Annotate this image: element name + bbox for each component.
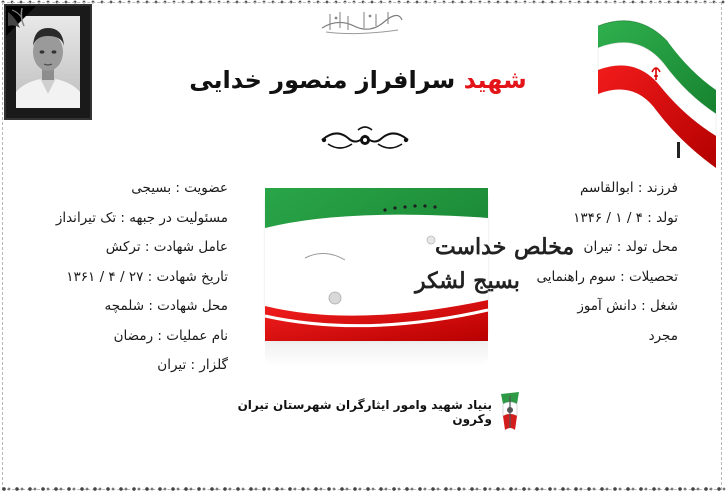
info-line-cause: عامل شهادت : ترکش: [105, 239, 228, 255]
martyr-photo: [4, 4, 92, 120]
info-line-martyrdom-place: محل شهادت : شلمچه: [104, 298, 228, 314]
info-line-martyrdom-date: تاریخ شهادت : ۲۷ / ۴ / ۱۳۶۱: [66, 268, 228, 285]
martyr-foundation-logo: [497, 390, 523, 434]
ornament-divider: [318, 122, 412, 156]
info-line-birth-date: تولد : ۴ / ۱ / ۱۳۴۶: [573, 209, 678, 226]
banner-slogan-line-2: بسیج لشکر: [415, 268, 520, 294]
banner-reflection: [265, 341, 488, 367]
page-title: [150, 66, 566, 94]
foundation-name: بنیاد شهید وامور ایثارگران شهرستان تیران وکرون: [237, 398, 492, 426]
info-line-marital-status: مجرد: [648, 327, 678, 344]
bottom-border-pattern: [0, 484, 726, 494]
martyrdom-info-list: [28, 174, 228, 381]
personal-info-list: [488, 174, 678, 351]
info-line-father: فرزند : ابوالقاسم: [580, 180, 678, 196]
info-line-cemetery: گلزار : تیران: [157, 357, 228, 373]
info-line-membership: عضویت : بسیجی: [131, 180, 228, 196]
info-line-education: تحصیلات : سوم راهنمایی: [536, 268, 678, 285]
bismillah-calligraphy: [318, 6, 404, 36]
info-line-birth-place: محل تولد : تیران: [583, 239, 678, 255]
banner-slogan-line-1: مخلص خداست: [435, 234, 575, 260]
martyr-name: سرافراز منصور خدایی: [189, 66, 456, 94]
text-cursor-mark: [677, 142, 680, 158]
info-line-occupation: شغل : دانش آموز: [577, 298, 678, 314]
iran-flag-icon: [598, 2, 716, 170]
info-line-front-role: مسئولیت در جبهه : تک تیرانداز: [55, 209, 228, 226]
title-prefix: شهید: [463, 66, 527, 94]
basij-banner: [265, 188, 575, 341]
info-line-operation: نام عملیات : رمضان: [113, 327, 228, 344]
